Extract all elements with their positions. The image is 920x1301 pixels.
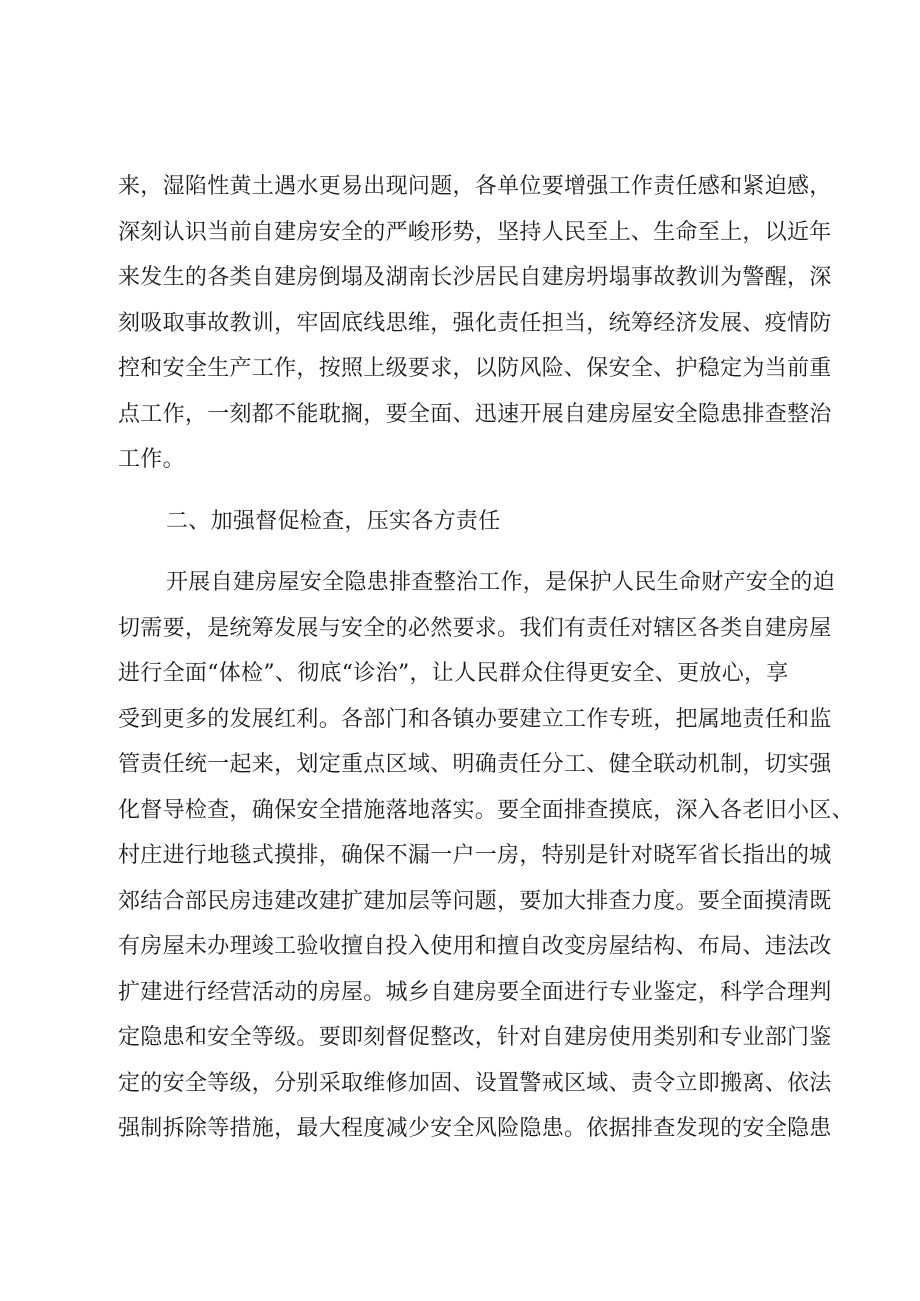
paragraph-line: 工作。 <box>118 447 185 472</box>
paragraph-line: 郊结合部民房违建改建扩建加层等问题，要加大排查力度。要全面摸清既 <box>118 888 832 914</box>
document-body <box>118 164 854 1152</box>
paragraph-continued <box>118 164 832 483</box>
paragraph-line: 切需要，是统筹发展与安全的必然要求。我们有责任对辖区各类自建房屋 <box>118 615 832 641</box>
paragraph-line: 强制拆除等措施，最大程度减少安全风险隐患。依据排查发现的安全隐患 <box>118 1116 832 1141</box>
paragraph-line: 点工作，一刻都不能耽搁，要全面、迅速开展自建房屋安全隐患排查整治 <box>118 401 832 427</box>
paragraph-spacer <box>118 483 818 499</box>
paragraph-line: 受到更多的发展红利。各部门和各镇办要建立工作专班，把属地责任和监 <box>118 706 832 732</box>
paragraph-line: 扩建进行经营活动的房屋。城乡自建房要全面进行专业鉴定，科学合理判 <box>118 979 832 1005</box>
paragraph-line: 控和安全生产工作，按照上级要求，以防风险、保安全、护稳定为当前重 <box>118 356 832 381</box>
section-heading: 二、加强督促检查，压实各方责任 <box>166 508 501 534</box>
paragraph-line: 管责任统一起来，划定重点区域、明确责任分工、健全联动机制，切实强 <box>118 752 832 777</box>
paragraph-line: 化督导检查，确保安全措施落地落实。要全面排查摸底，深入各老旧小区、 <box>118 797 854 823</box>
paragraph-line: 进行全面“体检”、彻底“诊治”，让人民群众住得更安全、更放心，享 <box>118 661 789 686</box>
paragraph-line: 刻吸取事故教训，牢固底线思维，强化责任担当，统筹经济发展、疫情防 <box>118 310 832 336</box>
paragraph-line: 村庄进行地毯式摸排，确保不漏一户一房，特别是针对晓军省长指出的城 <box>118 843 832 868</box>
paragraph-line: 有房屋未办理竣工验收擅自投入使用和擅自改变房屋结构、布局、违法改 <box>118 934 832 959</box>
paragraph-line: 来发生的各类自建房倒塌及湖南长沙居民自建房坍塌事故教训为警醒，深 <box>118 265 832 290</box>
paragraph-main <box>118 560 854 1152</box>
paragraph-spacer <box>118 544 818 560</box>
paragraph-line: 深刻认识当前自建房安全的严峻形势，坚持人民至上、生命至上，以近年 <box>118 219 832 245</box>
paragraph-line: 定的安全等级，分别采取维修加固、设置警戒区域、责令立即搬离、依法 <box>118 1070 832 1096</box>
paragraph-line: 定隐患和安全等级。要即刻督促整改，针对自建房使用类别和专业部门鉴 <box>118 1025 832 1050</box>
paragraph-line: 开展自建房屋安全隐患排查整治工作，是保护人民生命财产安全的迫 <box>166 570 836 595</box>
paragraph-line: 来，湿陷性黄土遇水更易出现问题，各单位要增强工作责任感和紧迫感， <box>118 174 832 199</box>
